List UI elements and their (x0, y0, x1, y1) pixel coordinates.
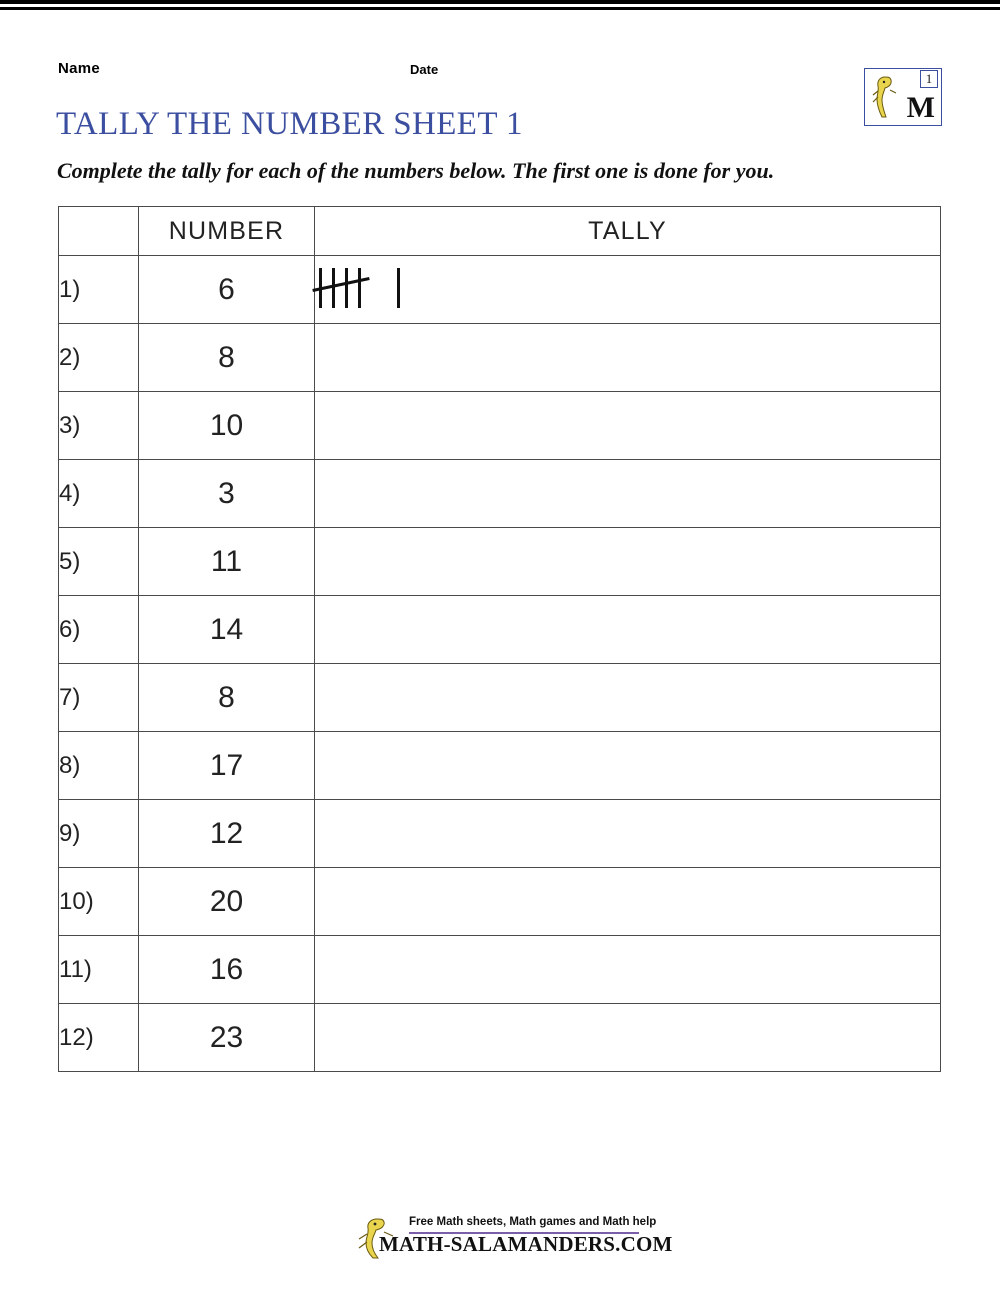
table-row (59, 324, 941, 392)
name-label: Name (58, 60, 101, 77)
row-tally-cell[interactable] (315, 1004, 941, 1072)
table-row (59, 936, 941, 1004)
row-number: 16 (139, 936, 315, 1004)
row-index: 7) (59, 664, 139, 732)
row-index: 9) (59, 800, 139, 868)
row-number: 3 (139, 460, 315, 528)
grade-badge: 1 (920, 70, 938, 88)
table-row (59, 1004, 941, 1072)
row-index: 6) (59, 596, 139, 664)
table-row (59, 868, 941, 936)
salamander-icon (871, 75, 901, 121)
row-number: 11 (139, 528, 315, 596)
row-tally-cell[interactable] (315, 392, 941, 460)
table-row (59, 528, 941, 596)
row-tally-cell[interactable] (315, 664, 941, 732)
column-header-number: NUMBER (139, 207, 315, 256)
row-number: 12 (139, 800, 315, 868)
row-tally-cell[interactable] (315, 936, 941, 1004)
date-label: Date (410, 62, 439, 77)
column-header-tally: TALLY (315, 207, 941, 256)
worksheet-page (0, 10, 1000, 1294)
row-tally-cell[interactable] (315, 800, 941, 868)
row-tally-cell[interactable] (315, 324, 941, 392)
row-index: 11) (59, 936, 139, 1004)
instructions: Complete the tally for each of the numbers below. The first one is done for you. (57, 158, 775, 183)
row-number: 8 (139, 664, 315, 732)
row-number: 23 (139, 1004, 315, 1072)
table-header (59, 207, 941, 256)
footer-url[interactable]: MATH-SALAMANDERS.COM (379, 1232, 673, 1256)
student-meta-row (58, 60, 818, 80)
row-number: 8 (139, 324, 315, 392)
table-row (59, 732, 941, 800)
table-row (59, 392, 941, 460)
page-footer (0, 1208, 1000, 1272)
row-tally-cell[interactable] (315, 256, 941, 324)
row-index: 3) (59, 392, 139, 460)
row-index: 8) (59, 732, 139, 800)
table-row (59, 800, 941, 868)
brand-logo (864, 68, 942, 126)
row-number: 20 (139, 868, 315, 936)
row-index: 1) (59, 256, 139, 324)
tally-marks-icon (315, 265, 435, 309)
tally-table (58, 206, 941, 1072)
row-number: 10 (139, 392, 315, 460)
row-tally-cell[interactable] (315, 528, 941, 596)
logo-letter-m: M (906, 91, 935, 124)
row-number: 17 (139, 732, 315, 800)
page-title: TALLY THE NUMBER SHEET 1 (56, 106, 523, 142)
table-row (59, 664, 941, 732)
column-header-index (59, 207, 139, 256)
row-number: 6 (139, 256, 315, 324)
table-header-row (59, 207, 941, 256)
row-index: 2) (59, 324, 139, 392)
footer-tagline: Free Math sheets, Math games and Math help (409, 1216, 657, 1228)
row-index: 10) (59, 868, 139, 936)
table-row (59, 596, 941, 664)
table-row (59, 256, 941, 324)
row-index: 12) (59, 1004, 139, 1072)
footer-brand (355, 1208, 673, 1268)
row-index: 5) (59, 528, 139, 596)
row-tally-cell[interactable] (315, 596, 941, 664)
page-top-rule (0, 0, 1000, 10)
table-row (59, 460, 941, 528)
row-tally-cell[interactable] (315, 460, 941, 528)
row-index: 4) (59, 460, 139, 528)
row-tally-cell[interactable] (315, 868, 941, 936)
row-number: 14 (139, 596, 315, 664)
table-body (59, 256, 941, 1072)
row-tally-cell[interactable] (315, 732, 941, 800)
